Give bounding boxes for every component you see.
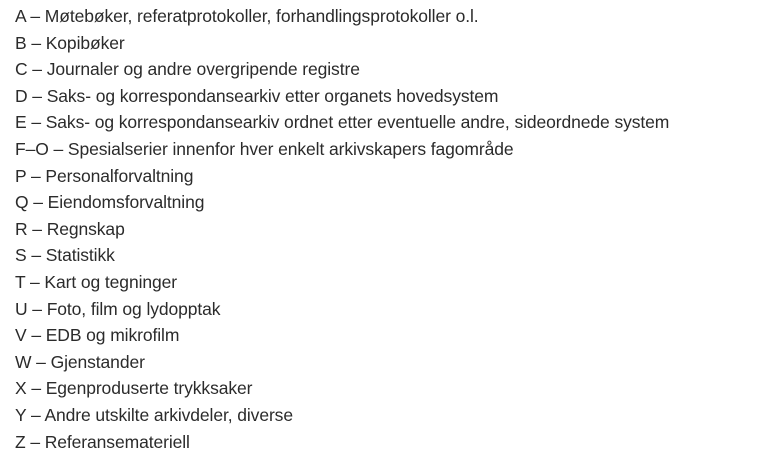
list-item: A – Møtebøker, referatprotokoller, forhandlingsprotokoller o.l. xyxy=(15,6,479,26)
list-item: B – Kopibøker xyxy=(15,32,125,53)
list-item: X – Egenproduserte trykksaker xyxy=(15,378,253,399)
list-item: Z – Referansemateriell xyxy=(15,431,190,452)
list-item: S – Statistikk xyxy=(15,245,115,266)
list-item: C – Journaler og andre overgripende registre xyxy=(15,59,360,80)
list-item: D – Saks- og korrespondansearkiv etter organets hovedsystem xyxy=(15,85,499,106)
list-item: Q – Eiendomsforvaltning xyxy=(15,192,205,213)
list-item: V – EDB og mikrofilm xyxy=(15,325,180,346)
list-item: T – Kart og tegninger xyxy=(15,271,177,292)
list-item: U – Foto, film og lydopptak xyxy=(15,298,221,319)
list-item: Y – Andre utskilte arkivdeler, diverse xyxy=(15,404,293,425)
list-item: R – Regnskap xyxy=(15,218,125,239)
list-item: W – Gjenstander xyxy=(15,351,145,372)
list-item: P – Personalforvaltning xyxy=(15,165,194,186)
archive-series-list xyxy=(15,3,765,455)
list-item: E – Saks- og korrespondansearkiv ordnet etter eventuelle andre, sideordnede system xyxy=(15,112,670,133)
list-item: F–O – Spesialserier innenfor hver enkelt arkivskapers fagområde xyxy=(15,138,514,159)
